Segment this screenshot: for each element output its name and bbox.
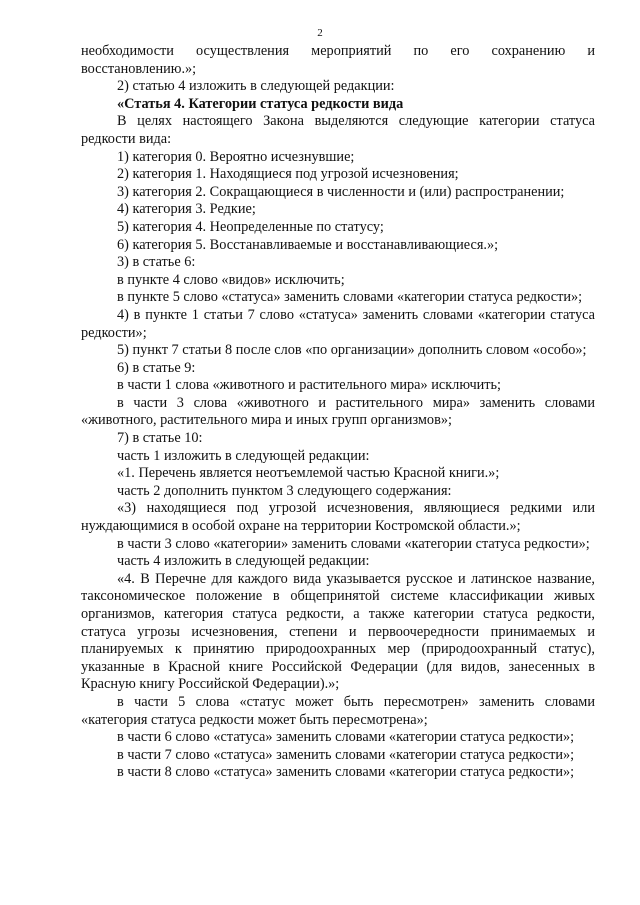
- paragraph: необходимости осуществления мероприятий по его сохранению и восстановлению.»;: [81, 43, 595, 77]
- paragraph: 4) в пункте 1 статьи 7 слово «статуса» заменить словами «категории статуса редкости»;: [81, 306, 595, 341]
- paragraph: 1) категория 0. Вероятно исчезнувшие;: [117, 148, 355, 165]
- paragraph: 5) категория 4. Неопределенные по статусу;: [117, 218, 384, 235]
- paragraph: 2) категория 1. Находящиеся под угрозой исчезновения;: [117, 166, 459, 183]
- paragraph: часть 1 изложить в следующей редакции:: [117, 447, 370, 464]
- paragraph: в части 1 слова «животного и растительного мира» исключить;: [117, 377, 502, 394]
- paragraph: «3) находящиеся под угрозой исчезновения, являющиеся редкими или нуждающимися в особой охране на территории Костромской области.»;: [81, 500, 595, 535]
- paragraph: в пункте 5 слово «статуса» заменить словами «категории статуса редкости»;: [117, 289, 583, 306]
- paragraph: часть 4 изложить в следующей редакции:: [117, 553, 370, 570]
- paragraph: в части 7 слово «статуса» заменить словами «категории статуса редкости»;: [117, 746, 575, 763]
- paragraph: 6) категория 5. Восстанавливаемые и восстанавливающиеся.»;: [117, 236, 499, 253]
- paragraph: 5) пункт 7 статьи 8 после слов «по организации» дополнить словом «особо»;: [117, 342, 587, 359]
- paragraph: часть 2 дополнить пунктом 3 следующего содержания:: [117, 482, 452, 499]
- paragraph: 3) категория 2. Сокращающиеся в численности и (или) распространении;: [117, 183, 565, 200]
- paragraph: 4) категория 3. Редкие;: [117, 201, 256, 218]
- paragraph: 2) статью 4 изложить в следующей редакции:: [117, 78, 395, 95]
- article-heading: «Статья 4. Категории статуса редкости вида: [117, 95, 404, 112]
- paragraph: В целях настоящего Закона выделяются следующие категории статуса редкости вида:: [81, 113, 595, 147]
- paragraph: 6) в статье 9:: [117, 359, 196, 376]
- paragraph: «1. Перечень является неотъемлемой частью Красной книги.»;: [117, 465, 500, 482]
- paragraph: в части 3 слова «животного и растительного мира» заменить словами «животного, растительного мира и иных групп организмов»;: [81, 394, 595, 429]
- paragraph: в части 8 слово «статуса» заменить словами «категории статуса редкости»;: [117, 764, 575, 781]
- paragraph: в части 6 слово «статуса» заменить словами «категории статуса редкости»;: [117, 729, 575, 746]
- page-number: 2: [317, 27, 323, 39]
- paragraph: в части 5 слова «статус может быть пересмотрен» заменить словами «категория статуса редкости может быть пересмотрена»;: [81, 693, 595, 728]
- document-body: [81, 43, 595, 782]
- paragraph: 7) в статье 10:: [117, 430, 203, 447]
- paragraph: 3) в статье 6:: [117, 254, 196, 271]
- paragraph: в пункте 4 слово «видов» исключить;: [117, 271, 345, 288]
- paragraph: в части 3 слово «категории» заменить словами «категории статуса редкости»;: [117, 535, 590, 552]
- paragraph: «4. В Перечне для каждого вида указывается русское и латинское название, таксономическое положение в общепринятой системе классификации живых организмов, категория статуса редкости, а также категории статуса редкости, статуса угрозы исчезновения, степени и первоочередности принимаемых и планируемых к принятию природоохранных мер (природоохранный статус), указанные в Красной книге Российской Федерации (для видов, занесенных в Красную книгу Российской Федерации).»;: [81, 570, 595, 693]
